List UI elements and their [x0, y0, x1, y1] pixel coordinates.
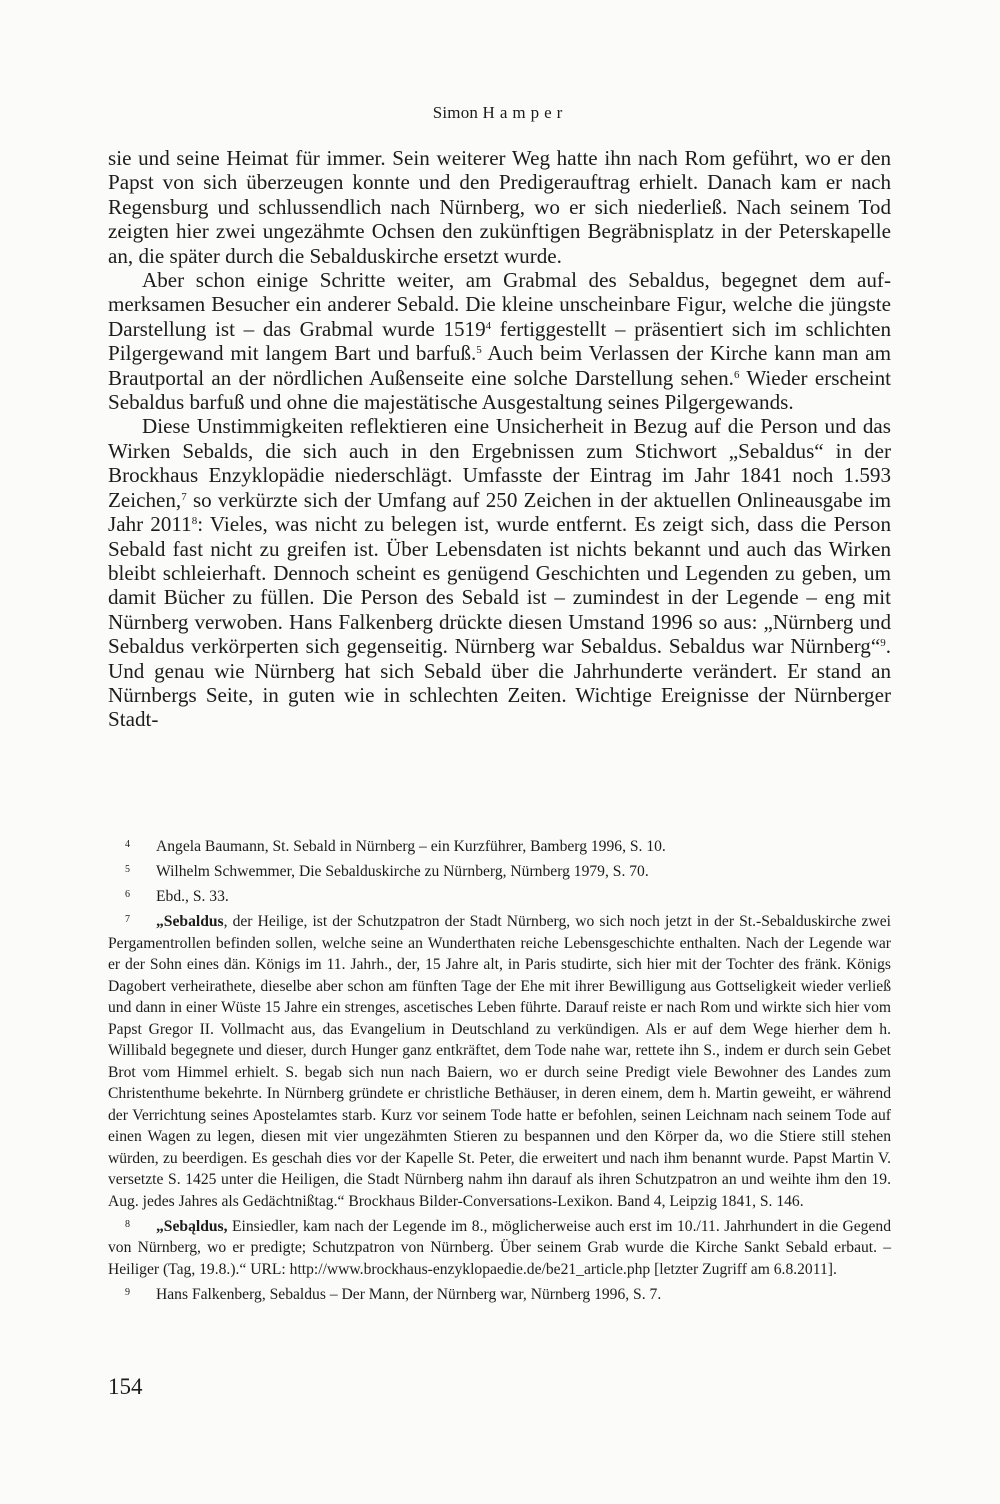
paragraph-3-part-c: : Vieles, was nicht zu belegen ist, wurde entfernt. Es zeigt sich, dass die Person Sebald fast nicht zu greifen ist. Über Lebensdaten ist nichts bekannt und auch das Wirken bleibt schleierhaft. Dennoch scheint es genügend Geschichten und Legenden zu geben, um damit Bücher zu füllen. Die Person des Sebald ist – zumindest in der Legende – eng mit Nürnberg verwoben. Hans Falkenberg drückte diesen Umstand 1996 so aus: „Nürnberg und Sebaldus verkörperten sich gegenseitig. Nürnberg war Sebaldus. Sebaldus war Nürnberg“ — [108, 512, 891, 659]
footnotes — [108, 836, 891, 1309]
paragraph-3 — [108, 414, 891, 731]
page-number: 154 — [108, 1374, 143, 1399]
footnote-text: Einsiedler, kam nach der Legende im 8., möglicherweise auch erst im 10./11. Jahrhundert in die Gegend von Nürnberg, wo er predigte; Schutzpatron von Nürnberg. Über seinem Grab wurde die Kirche Sankt Sebald erbaut. – Heiliger (Tag, 19.8.).“ URL: http://www.brockhaus-enzyklopaedie.de/be21_article.php [letzter Zugriff am 6.8.2011]. — [108, 1217, 891, 1278]
footnote-ref-8[interactable]: 8 — [191, 515, 198, 528]
footnote-ref-5[interactable]: 5 — [476, 344, 482, 357]
footnote-7: 7 „Sebaldus, der Heilige, ist der Schutzpatron der Stadt Nürnberg, wo sich noch jetzt in der St.-Sebalduskirche zwei Pergamentrollen befinden sollen, welche seine an Wunderthaten reiche Lebensgeschichte enthalten. Nach der Legende war er der Sohn eines dän. Königs im 11. Jahrh., der, 15 Jahre alt, in Paris studirte, sich hier mit der Tochter des fränk. Königs Dagobert verheirathete, dieselbe aber schon am fünften Tage der Ehe mit ihrer Bewilligung aus Gottseligkeit wieder verließ und dann in einer Wüste 15 Jahre ein strenges, ascetisches Leben führte. Darauf reiste er nach Rom und wirkte sich hier vom Papst Gregor II. Vollmacht aus, das Evangelium in Deutschland zu verkündigen. Als er auf dem Wege hierher dem h. Willibald begegnete und dieser, durch Hunger ganz entkräftet, dem Tode nahe war, rettete ihn S., indem er durch sein Gebet Brot vom Himmel erhielt. S. begab sich nun nach Baiern, wo er durch seine Predigt viele Bewohner des Landes zum Christenthume bekehrte. In Nürnberg gründete er christliche Bethäuser, in deren einem, dem h. Martin geweiht, er während der Verrichtung seines Apostelamtes starb. Kurz vor seinem Tode hatte er befohlen, seinen Leichnam nach seinem Tode auf einen Wagen zu legen, diesen mit vier ungezähmten Stieren zu bespannen und den Körper da, wo die Stiere still stehen würden, zu beerdigen. Es geschah dies vor der Kapelle St. Peter, die erweitert und nach ihm benannt wurde. Papst Martin V. versetzte S. 1425 unter die Heiligen, die Stadt Nürnberg nahm ihn darauf als ihren Schutzpatron an und weihte ihm den 19. Aug. jedes Jahres als Gedächtnißtag.“ Brockhaus Bilder-Conversations-Lexikon. Band 4, Leipzig 1841, S. 146. — [108, 913, 891, 1210]
footnote-ref-6[interactable]: 6 — [733, 368, 740, 381]
paragraph-2-part-a: Aber schon einige Schritte weiter, am Grabmal des Sebaldus, begegnet dem aufmerksamen Besucher ein anderer Sebald. Die kleine unscheinbare Figur, welche die jüngste Darstellung ist – das Grabmal wurde 1519 — [108, 268, 891, 341]
footnote-ref-9[interactable]: 9 — [880, 637, 886, 650]
paragraph-3-part-d: . Und genau wie Nürnberg hat sich Sebald über die Jahrhunderte verändert. Er stand an Nürnbergs Seite, in guten wie in schlechten Zeiten. Wichtige Ereignisse der Nürnberger Stadt- — [108, 634, 891, 732]
footnote-keyword: „Sebaldus — [156, 913, 224, 930]
author-first-name: Simon — [432, 103, 479, 122]
paragraph-1: sie und seine Heimat für immer. Sein weiterer Weg hatte ihn nach Rom geführt, wo er den Papst von sich überzeugen konnte und den Predigerauftrag erhielt. Danach kam er nach Regensburg und schlussendlich nach Nürnberg, wo er sich niederließ. Nach seinem Tod zeigten hier zwei ungezähmte Ochsen den zukünftigen Begräbnisplatz in der Peterskapelle an, die später durch die Sebalduskirche ersetzt wurde. — [108, 146, 891, 268]
author-surname: Hamper — [482, 103, 568, 122]
paragraph-2 — [108, 268, 891, 414]
footnote-text: Hans Falkenberg, Sebaldus – Der Mann, der Nürnberg war, Nürnberg 1996, S. 7. — [156, 1285, 662, 1303]
main-text — [108, 146, 891, 732]
footnote-keyword: „Sebąldus, — [156, 1217, 228, 1235]
paragraph-3-part-b: so verkürzte sich der Umfang auf 250 Zeichen in der aktuellen Onlineausgabe im Jahr 2011 — [108, 487, 891, 537]
paragraph-2-part-b: fertiggestellt – präsentiert sich im schlichten Pilgergewand mit langem Bart und barfuß. — [108, 316, 891, 366]
footnote-text: , der Heilige, ist der Schutzpatron der Stadt Nürnberg, wo sich noch jetzt in der St.-Sebalduskirche zwei Pergamentrollen befinden sollen, welche seine an Wunderthaten reiche Lebensgeschichte enthalten. Nach der Legende war er der Sohn eines dän. Königs im 11. Jahrh., der, 15 Jahre alt, in Paris studirte, sich hier mit der Tochter des fränk. Königs Dagobert verheirathete, dieselbe aber schon am fünften Tage der Ehe mit ihrer Bewilligung aus Gottseligkeit wieder verließ und dann in einer Wüste 15 Jahre ein strenges, ascetisches Leben führte. Darauf reiste er nach Rom und wirkte sich hier vom Papst Gregor II. Vollmacht aus, das Evangelium in Deutschland zu verkündigen. Als er auf dem Wege hierher dem h. Willibald begegnete und dieser, durch Hunger ganz entkräftet, dem Tode nahe war, rettete ihn S., indem er durch sein Gebet Brot vom Himmel erhielt. S. begab sich nun nach Baiern, wo er durch seine Predigt viele Bewohner des Landes zum Christenthume bekehrte. In Nürnberg gründete er christliche Bethäuser, in deren einem, dem h. Martin geweiht, er während der Verrichtung seines Apostelamtes starb. Kurz vor seinem Tode hatte er befohlen, seinen Leichnam nach seinem Tode auf einen Wagen zu legen, diesen mit vier ungezähmten Stieren zu bespannen und den Körper da, wo die Stiere still stehen würden, zu beerdigen. Es geschah dies vor der Kapelle St. Peter, die erweitert und nach ihm benannt wurde. Papst Martin V. versetzte S. 1425 unter die Heiligen, die Stadt Nürnberg nahm ihn darauf als ihren Schutzpatron an und weihte ihm den 19. Aug. jedes Jahres als Gedächtnißtag.“ Brockhaus Bilder-Conversations-Lexikon. Band 4, Leipzig 1841, S. 146. — [108, 913, 891, 1210]
paragraph-2-part-d: Wieder erscheint Sebaldus barfuß und ohne die majestätische Ausgestaltung seines Pilgergewands. — [108, 365, 892, 415]
footnote-4: 4 Angela Baumann, St. Sebald in Nürnberg – ein Kurzführer, Bamberg 1996, S. 10. — [125, 838, 666, 855]
footnote-5: 5 Wilhelm Schwemmer, Die Sebalduskirche zu Nürnberg, Nürnberg 1979, S. 70. — [125, 863, 649, 880]
paragraph-2-part-c: Auch beim Verlassen der Kirche kann man am Brautportal an der nördlichen Außenseite eine solche Darstellung sehen. — [108, 341, 891, 390]
footnote-6: 6 Ebd., S. 33. — [125, 888, 229, 905]
footnote-text: Wilhelm Schwemmer, Die Sebalduskirche zu Nürnberg, Nürnberg 1979, S. 70. — [156, 863, 649, 880]
footnote-8: 8 „Sebąldus, Einsiedler, kam nach der Legende im 8., möglicherweise auch erst im 10./11. Jahrhundert in die Gegend von Nürnberg, wo er predigte; Schutzpatron von Nürnberg. Über seinem Grab wurde die Kirche Sankt Sebald erbaut. – Heiliger (Tag, 19.8.).“ URL: http://www.brockhaus-enzyklopaedie.de/be21_article.php [letzter Zugriff am 6.8.2011]. — [108, 1217, 891, 1278]
footnote-ref-4[interactable]: 4 — [485, 319, 492, 332]
footnote-text: Angela Baumann, St. Sebald in Nürnberg – ein Kurzführer, Bamberg 1996, S. 10. — [156, 838, 666, 855]
footnote-ref-7[interactable]: 7 — [181, 490, 187, 503]
paragraph-3-part-a: Diese Unstimmigkeiten reflektieren eine Unsicherheit in Bezug auf die Person und das Wirken Sebalds, die sich auch in den Ergebnissen zum Stichwort „Sebaldus“ in der Brockhaus Enzyklopädie niederschlägt. Umfasste der Eintrag im Jahr 1841 noch 1.593 Zeichen, — [108, 414, 891, 512]
footnote-9: 9 Hans Falkenberg, Sebaldus – Der Mann, der Nürnberg war, Nürnberg 1996, S. 7. — [125, 1285, 662, 1303]
footnote-text: Ebd., S. 33. — [156, 888, 229, 905]
running-head — [0, 103, 1000, 123]
